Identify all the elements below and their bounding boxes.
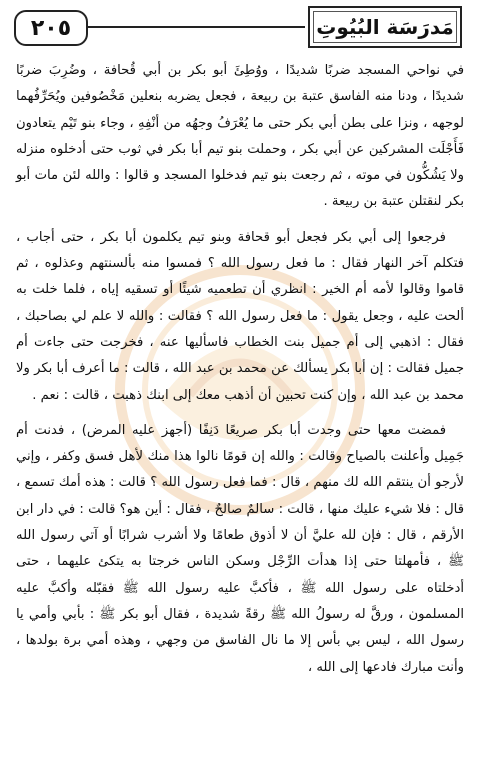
page-header xyxy=(0,0,480,58)
header-rule xyxy=(88,26,305,28)
page-body xyxy=(16,58,464,681)
paragraph: فرجعوا إلى أبي بكر فجعل أبو قحافة وبنو تيم يكلمون أبا بكر ، حتى أجاب ، فتكلم آخر النهار فقال : ما فعل رسول الله ؟ فمسوا منه بألسنتهم وعذلوه ، ثم قاموا وقالوا لأمه أم الخير : انظري أن تطعميه شيئًا أو تسقيه إياه ، فلما خلت به ألحت عليه ، وجعل يقول : ما فعل رسول الله ؟ فقالت : والله لا علم لي بصاحبك ، فقال : اذهبي إلى أم جميل بنت الخطاب فاسأليها عنه ، فخرجت حتى جاءت أم جميل فقالت : إن أبا بكر يسألك عن محمد بن عبد الله ، قالت : ما أعرف أبا بكر ولا محمد بن عبد الله ، وإن كنت تحبين أن أذهب معك إلى ابنك ذهبت ، قالت : نعم . xyxy=(16,229,464,403)
book-title: مَدرَسَة البُيُوتِ xyxy=(308,6,462,48)
paragraph: فمضت معها حتى وجدت أبا بكر صريعًا دَنِفًا (أجهز عليه المرض) ، فدنت أم جَمِيل وأعلنت بالصياح وقالت : والله إن قومًا نالوا هذا منك لأهل فسق وكفر ، وإني لأرجو أن ينتقم الله لك منهم ، قال : فما فعل رسول الله ؟ قالت : هذه أمك تسمع ، قال : فلا شيء عليك منها ، قالت : سالمٌ صالحٌ ، فقال : أين هو؟ قالت : في دار ابن الأرقم ، قال : فإن لله عليَّ أن لا أذوق طعامًا ولا أشرب شرابًا أو آتي رسول الله ﷺ ، فأمهلتا حتى إذا هدأت الرِّجْل وسكن الناس خرجتا به يتكئ عليهما ، حتى أدخلتاه على رسول الله ﷺ ، فأكبَّ عليه رسول الله ﷺ فقبّله وأكبَّ عليه المسلمون ، ورقَّ له رسولُ الله ﷺ رقةً شديدة ، فقال أبو بكر ﷺ : بأبي وأمي يا رسول الله ، ليس بي بأس إلا ما نال الفاسق من وجهي ، وهذه أمي برة بولدها ، وأنت مبارك فادعها إلى الله ، xyxy=(16,422,464,675)
page-number: ٢٠٥ xyxy=(14,10,88,46)
paragraph: في نواحي المسجد ضربًا شديدًا ، ووُطِئَ أبو بكر بن أبي قُحافة ، وضُرِبَ ضربًا شديدًا ، ودنا منه الفاسق عتبة بن ربيعة ، فجعل يضربه بنعلين مَخْصُوفين ويُحَرِّفُهما لوجهه ، ونزا على بطن أبي بكر حتى ما يُعْرَفُ وجهُه من أنْفِهِ ، وجاء بنو تَيْم يتعادون فَأَجْلَت المشركين عن أبي بكر ، وحملت بنو تيم أبا بكر في ثوب حتى أدخلوه منزله ولا يَشُكُّون في موته ، ثم رجعت بنو تيم فدخلوا المسجد و قالوا : والله لئن مات أبو بكر لنقتلن عتبة بن ربيعة . xyxy=(16,63,464,210)
